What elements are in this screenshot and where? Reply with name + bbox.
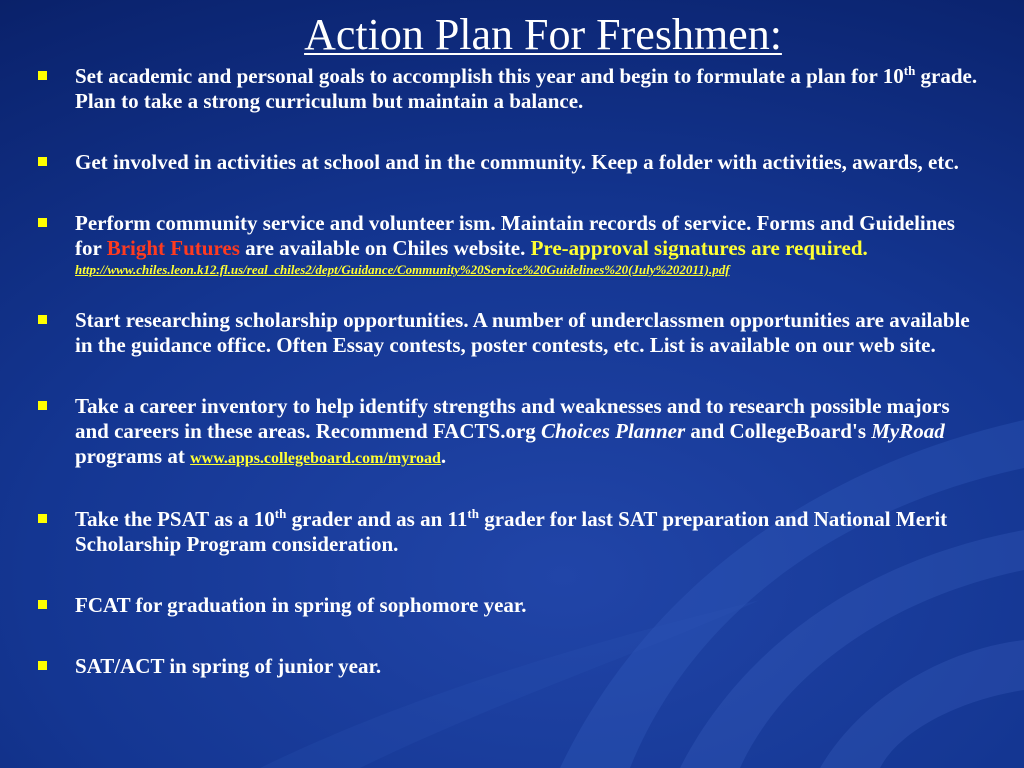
community-service-guidelines-link[interactable]: http://www.chiles.leon.k12.fl.us/real_chiles2/dept/Guidance/Community%20Service%20Guidelines%20(July%202011).pdf (75, 262, 730, 277)
list-item: Get involved in activities at school and in the community. Keep a folder with activities, awards, etc. (38, 150, 978, 175)
slide-title: Action Plan For Freshmen: (304, 10, 782, 59)
list-item: Start researching scholarship opportunities. A number of underclassmen opportunities are available in the guidance office. Often Essay contests, poster contests, etc. List is available on our web site. (38, 308, 978, 358)
list-item: Set academic and personal goals to accomplish this year and begin to formulate a plan for 10th grade. Plan to take a strong curriculum but maintain a balance. (38, 64, 978, 114)
bullet-list (38, 64, 978, 679)
square-bullet-icon (38, 71, 47, 80)
myroad-link[interactable]: www.apps.collegeboard.com/myroad (190, 450, 441, 467)
square-bullet-icon (38, 157, 47, 166)
list-item: FCAT for graduation in spring of sophomore year. (38, 593, 978, 618)
bright-futures-highlight: Bright Futures (106, 236, 240, 260)
list-item: Take the PSAT as a 10th grader and as an 11th grader for last SAT preparation and National Merit Scholarship Program consideration. (38, 507, 978, 557)
square-bullet-icon (38, 401, 47, 410)
square-bullet-icon (38, 315, 47, 324)
pre-approval-note: Pre-approval signatures are required. (530, 236, 868, 260)
square-bullet-icon (38, 514, 47, 523)
square-bullet-icon (38, 600, 47, 609)
square-bullet-icon (38, 661, 47, 670)
list-item: Take a career inventory to help identify strengths and weaknesses and to research possible majors and careers in these areas. Recommend FACTS.org Choices Planner and CollegeBoard's MyRoad programs at www.apps.collegeboard.com/myroad. (38, 394, 978, 471)
list-item: SAT/ACT in spring of junior year. (38, 654, 978, 679)
square-bullet-icon (38, 218, 47, 227)
list-item: Perform community service and volunteer ism. Maintain records of service. Forms and Guidelines for Bright Futures are available on Chiles website. Pre-approval signatures are required. http://www.chiles.leon.k12.fl.us/real_chiles2/dept/Guidance/Community%20Service%20Guidelines%20(July%202011).pdf (38, 211, 978, 278)
